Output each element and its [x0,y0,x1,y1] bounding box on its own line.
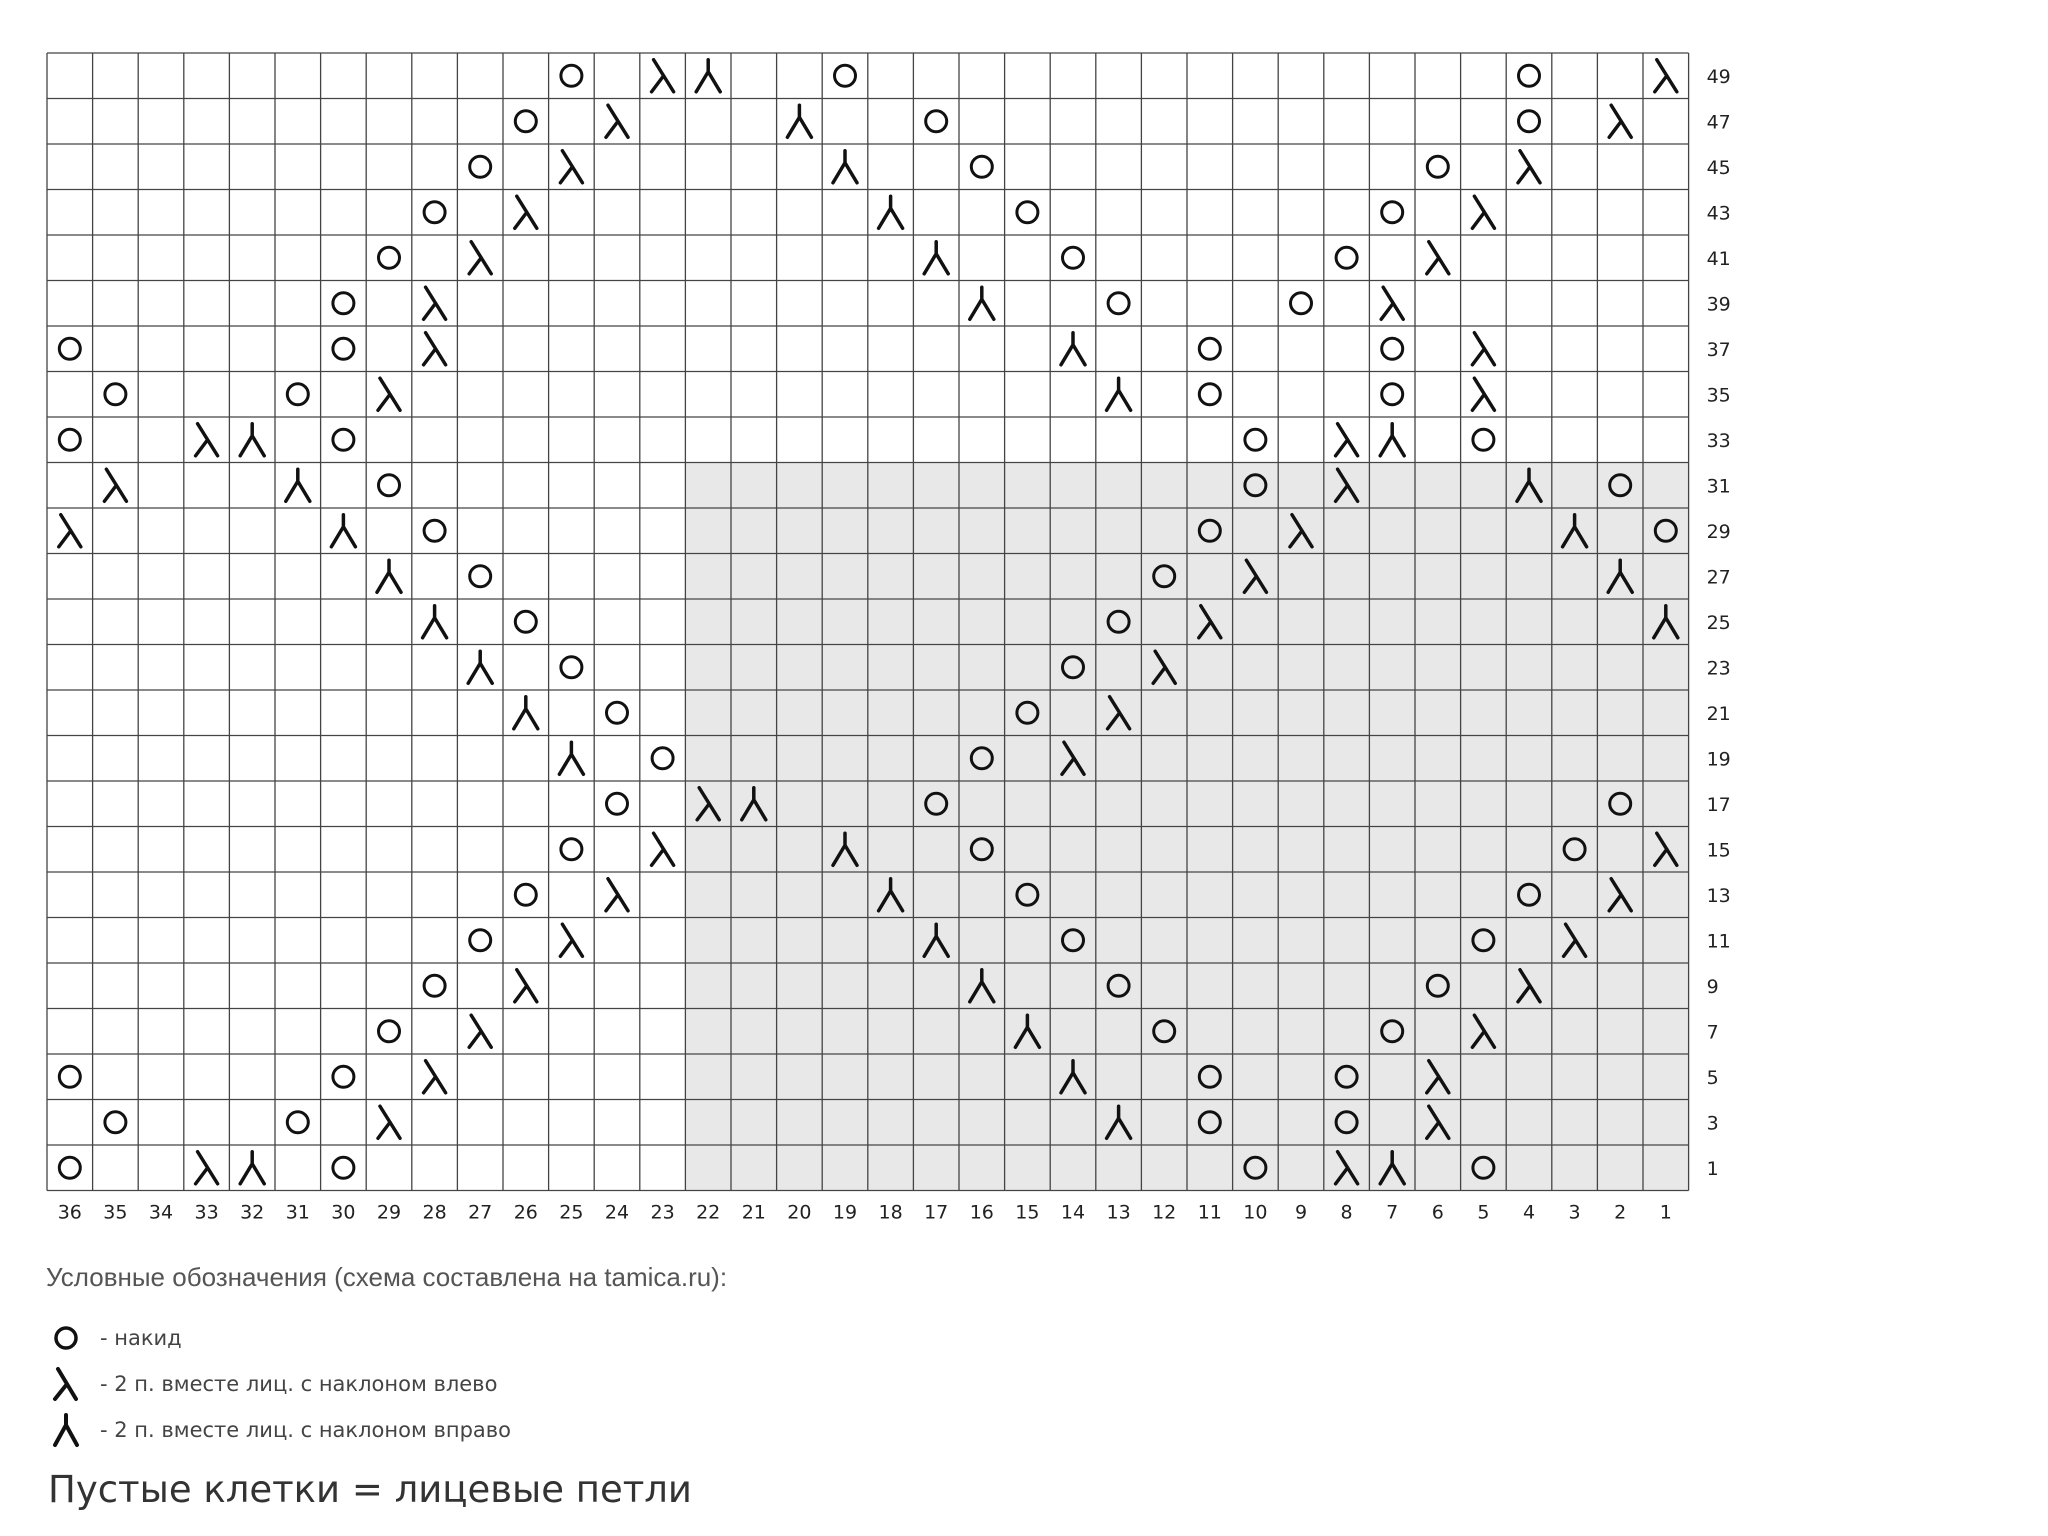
legend-item-label: - 2 п. вместе лиц. с наклоном влево [100,1372,498,1396]
decrease-left-mark [1472,378,1494,410]
yarn-over-mark [607,793,628,814]
legend-item-k2tog-left [46,1364,497,1404]
legend-item-yarn-over [46,1318,182,1358]
decrease-right-mark [240,424,264,456]
decrease-left-mark [469,242,491,274]
decrease-left-mark [1336,424,1358,456]
decrease-right-mark [787,105,811,137]
yarn-over-mark [333,338,354,359]
row-number: 19 [1706,748,1731,771]
decrease-right-mark [833,151,857,183]
column-number: 27 [468,1201,493,1224]
column-number: 34 [148,1201,174,1224]
decrease-left-mark [1609,105,1631,137]
decrease-left-mark [606,879,628,911]
column-number: 12 [1152,1201,1177,1224]
legend-item-label: - 2 п. вместе лиц. с наклоном вправо [100,1418,511,1442]
decrease-right-mark [331,515,355,547]
yarn-over-mark [333,1066,354,1087]
yarn-over-mark [470,156,491,177]
column-number: 36 [57,1201,82,1224]
decrease-right-icon [46,1410,86,1450]
decrease-right-mark [377,560,401,592]
column-number: 11 [1197,1201,1222,1224]
yarn-over-mark [59,1157,80,1178]
yarn-over-mark [379,1021,400,1042]
column-number: 31 [285,1201,310,1224]
decrease-left-mark [378,1106,400,1138]
yarn-over-mark [470,930,491,951]
column-number: 35 [103,1201,128,1224]
yarn-over-mark [1473,429,1494,450]
decrease-left-mark [1518,151,1540,183]
decrease-right-mark [286,469,310,501]
decrease-left-mark [1655,60,1677,92]
decrease-right-mark [970,287,994,319]
yarn-over-mark [333,1157,354,1178]
decrease-right-mark [1380,424,1404,456]
column-number: 14 [1060,1201,1086,1224]
decrease-left-mark [1381,287,1403,319]
row-number: 29 [1706,520,1731,543]
column-number: 8 [1340,1201,1353,1224]
yarn-over-mark [424,975,445,996]
yarn-over-mark [652,748,673,769]
decrease-right-mark [879,196,903,228]
row-number: 31 [1706,475,1731,498]
column-number: 13 [1106,1201,1131,1224]
yarn-over-mark [287,1112,308,1133]
row-number: 33 [1706,429,1731,452]
row-number: 41 [1706,247,1731,270]
yarn-over-mark [1291,293,1312,314]
decrease-left-mark [424,1061,446,1093]
column-number: 24 [604,1201,630,1224]
yarn-over-mark [105,1112,126,1133]
column-number: 17 [924,1201,949,1224]
column-number: 19 [832,1201,858,1224]
column-number: 3 [1568,1201,1581,1224]
yarn-over-mark [333,429,354,450]
yarn-over-mark [424,520,445,541]
column-number: 22 [696,1201,721,1224]
decrease-left-mark [1472,333,1494,365]
decrease-left-mark [1472,196,1494,228]
yarn-over-mark [1245,429,1266,450]
decrease-left-mark [424,287,446,319]
row-number: 21 [1706,702,1731,725]
yarn-over-mark [424,202,445,223]
row-number: 47 [1706,111,1731,134]
decrease-left-mark [104,469,126,501]
decrease-right-mark [514,697,538,729]
decrease-right-mark [696,60,720,92]
column-number: 9 [1294,1201,1308,1224]
decrease-left-mark [469,1015,491,1047]
yarn-over-mark [515,111,536,132]
decrease-right-mark [423,606,447,638]
yarn-over-mark [1199,384,1220,405]
row-number: 11 [1706,930,1731,953]
row-number: 27 [1706,566,1731,589]
row-number: 7 [1706,1021,1719,1044]
column-number: 2 [1614,1201,1627,1224]
yarn-over-mark [287,384,308,405]
yarn-over-mark [1519,111,1540,132]
column-number: 32 [240,1201,265,1224]
decrease-right-mark [240,1152,264,1184]
yarn-over-mark [1382,202,1403,223]
empty-cells-note: Пустые клетки = лицевые петли [48,1468,692,1511]
decrease-left-mark [1427,242,1449,274]
decrease-left-mark [652,833,674,865]
decrease-left-mark [515,196,537,228]
yarn-over-mark [379,475,400,496]
column-number: 25 [559,1201,584,1224]
column-number: 28 [422,1201,447,1224]
row-number: 25 [1706,611,1731,634]
yarn-over-mark [333,293,354,314]
yarn-over-mark [561,65,582,86]
decrease-left-mark [196,1152,218,1184]
yarn-over-mark [1427,156,1448,177]
decrease-left-mark [560,151,582,183]
row-number: 1 [1706,1157,1719,1180]
row-number: 45 [1706,156,1731,179]
decrease-right-mark [924,242,948,274]
row-number: 39 [1706,293,1731,316]
yarn-over-mark [926,111,947,132]
yarn-over-mark [971,156,992,177]
row-number: 13 [1706,884,1731,907]
legend-title: Условные обозначения (схема составлена на tamica.ru): [46,1262,728,1292]
decrease-left-mark [196,424,218,456]
column-number: 33 [194,1201,219,1224]
decrease-right-mark [1061,333,1085,365]
column-number: 26 [513,1201,538,1224]
decrease-left-icon [46,1364,86,1404]
yarn-over-mark [561,839,582,860]
column-number: 30 [331,1201,356,1224]
row-number: 15 [1706,839,1731,862]
decrease-right-mark [1107,378,1131,410]
column-number: 21 [741,1201,766,1224]
row-number: 37 [1706,338,1731,361]
decrease-left-mark [424,333,446,365]
decrease-left-mark [378,378,400,410]
yarn-over-mark [59,1066,80,1087]
decrease-left-mark [59,515,81,547]
yarn-over-mark [515,884,536,905]
yarn-over-mark [1382,384,1403,405]
column-number: 5 [1477,1201,1490,1224]
yarn-over-mark [1063,247,1084,268]
column-number: 18 [878,1201,903,1224]
yarn-over-mark [105,384,126,405]
yarn-over-mark [561,657,582,678]
column-number: 10 [1243,1201,1268,1224]
row-number: 5 [1706,1066,1719,1089]
decrease-left-mark [606,105,628,137]
yarn-over-mark [59,429,80,450]
column-number: 23 [650,1201,675,1224]
yarn-over-mark [1519,65,1540,86]
yarn-over-mark [1199,338,1220,359]
row-number: 3 [1706,1112,1719,1135]
column-number: 1 [1659,1201,1672,1224]
yarn-over-mark [379,247,400,268]
yarn-over-mark [1336,247,1357,268]
row-number: 23 [1706,657,1731,680]
yarn-over-mark [1108,293,1129,314]
column-number: 29 [376,1201,402,1224]
column-number: 4 [1522,1201,1536,1224]
legend-item-k2tog-right [46,1410,511,1450]
column-number: 7 [1386,1201,1399,1224]
yarn-over-mark [607,702,628,723]
row-number: 17 [1706,793,1731,816]
row-number: 43 [1706,202,1731,225]
decrease-right-mark [468,651,492,683]
decrease-left-mark [652,60,674,92]
column-number: 16 [969,1201,994,1224]
yarn-over-mark [1382,338,1403,359]
yarn-over-mark [1017,202,1038,223]
row-number: 9 [1706,975,1719,998]
yarn-over-mark [515,611,536,632]
yarn-over-icon [46,1318,86,1358]
decrease-left-mark [515,970,537,1002]
row-number: 35 [1706,384,1731,407]
legend-item-label: - накид [100,1326,182,1350]
decrease-left-mark [560,924,582,956]
column-number: 20 [787,1201,812,1224]
row-number: 49 [1706,65,1731,88]
column-number: 6 [1431,1201,1444,1224]
yarn-over-mark [59,338,80,359]
column-number: 15 [1015,1201,1040,1224]
decrease-right-mark [559,742,583,774]
yarn-over-mark [470,566,491,587]
yarn-over-mark [835,65,856,86]
